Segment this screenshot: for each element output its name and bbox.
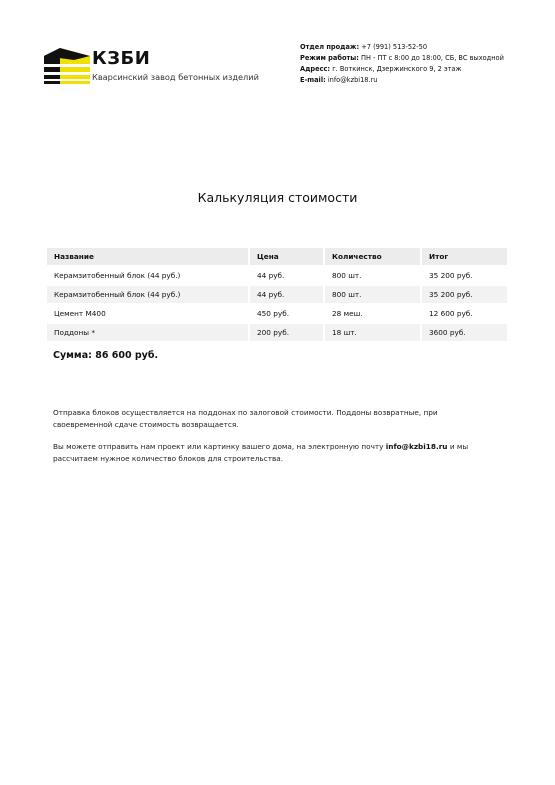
cell-price: 44 руб. bbox=[250, 267, 325, 284]
email-link[interactable]: info@kzbi18.ru bbox=[385, 442, 448, 451]
table-row bbox=[47, 305, 507, 322]
total-sum: Сумма: 86 600 руб. bbox=[53, 350, 159, 361]
cell-quantity: 800 шт. bbox=[325, 267, 422, 284]
page-title: Калькуляция стоимости bbox=[197, 190, 358, 205]
cell-price: 44 руб. bbox=[250, 286, 325, 303]
cell-name: Керамзитобенный блок (44 руб.) bbox=[47, 286, 250, 303]
company-subtitle: Кварсинский завод бетонных изделий bbox=[92, 72, 259, 82]
cell-quantity: 18 шт. bbox=[325, 324, 422, 341]
cell-total: 3600 руб. bbox=[422, 324, 507, 341]
contact-address: Адресс: г. Воткинск, Дзержинского 9, 2 этаж bbox=[300, 65, 462, 73]
header-name: Название bbox=[47, 248, 250, 265]
calculation-table bbox=[47, 246, 507, 343]
cell-quantity: 800 шт. bbox=[325, 286, 422, 303]
cell-name: Керамзитобенный блок (44 руб.) bbox=[47, 267, 250, 284]
pallet-note: Отправка блоков осуществляется на поддонах по залоговой стоимости. Поддоны возвратные, при своевременной сдаче стоимость возвращается. bbox=[53, 408, 438, 429]
company-name: КЗБИ bbox=[92, 48, 151, 69]
cell-quantity: 28 меш. bbox=[325, 305, 422, 322]
cell-total: 35 200 руб. bbox=[422, 286, 507, 303]
contact-phone: Отдел продаж: +7 (991) 513-52-50 bbox=[300, 43, 428, 51]
header-price: Цена bbox=[250, 248, 325, 265]
table-header-row bbox=[47, 248, 507, 265]
contact-hours: Режим работы: ПН - ПТ с 8:00 до 18:00, СБ, ВС выходной bbox=[300, 54, 504, 62]
cell-price: 200 руб. bbox=[250, 324, 325, 341]
company-logo-icon bbox=[44, 44, 90, 84]
contacts-block bbox=[300, 42, 504, 86]
table-row bbox=[47, 286, 507, 303]
cell-name: Цемент М400 bbox=[47, 305, 250, 322]
contact-email: E-mail: info@kzbi18.ru bbox=[300, 76, 378, 84]
cell-total: 35 200 руб. bbox=[422, 267, 507, 284]
project-note: Вы можете отправить нам проект или картинку вашего дома, на электронную почту info@kzbi18.ru и мы рассчитаем нужное количество блоков для строительства. bbox=[53, 442, 469, 463]
table-row bbox=[47, 324, 507, 341]
header-quantity: Количество bbox=[325, 248, 422, 265]
cell-total: 12 600 руб. bbox=[422, 305, 507, 322]
header-total: Итог bbox=[422, 248, 507, 265]
table-row bbox=[47, 267, 507, 284]
cell-name: Поддоны * bbox=[47, 324, 250, 341]
cell-price: 450 руб. bbox=[250, 305, 325, 322]
